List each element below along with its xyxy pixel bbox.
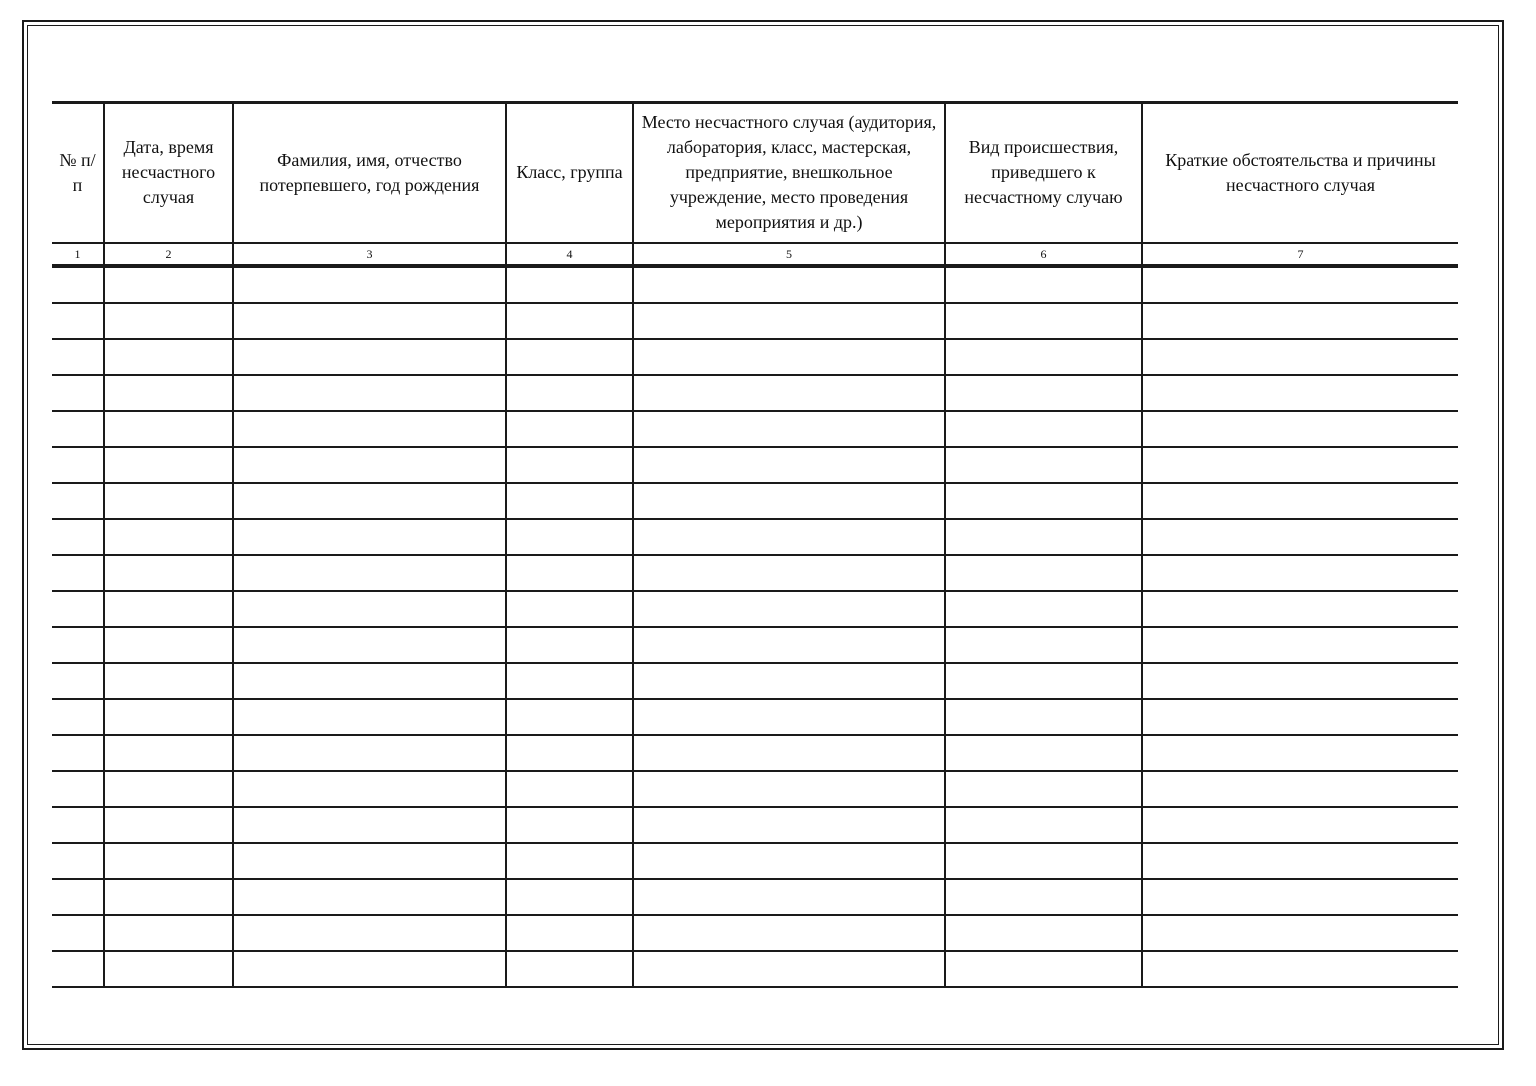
table-row xyxy=(52,483,1458,519)
table-cell[interactable] xyxy=(945,375,1142,411)
table-cell[interactable] xyxy=(945,735,1142,771)
table-row xyxy=(52,771,1458,807)
table-row xyxy=(52,843,1458,879)
table-cell[interactable] xyxy=(233,807,506,843)
table-cell[interactable] xyxy=(633,627,945,663)
table-cell[interactable] xyxy=(506,843,633,879)
table-cell[interactable] xyxy=(506,555,633,591)
header-date-time: Дата, время несчастного случая xyxy=(104,103,233,243)
table-cell[interactable] xyxy=(1142,807,1458,843)
table-row xyxy=(52,663,1458,699)
table-cell[interactable] xyxy=(506,411,633,447)
table-row xyxy=(52,915,1458,951)
table-cell[interactable] xyxy=(506,951,633,987)
table-cell[interactable] xyxy=(52,663,104,699)
table-cell[interactable] xyxy=(233,375,506,411)
table-cell[interactable] xyxy=(104,411,233,447)
table-cell[interactable] xyxy=(233,519,506,555)
table-cell[interactable] xyxy=(104,735,233,771)
table-cell[interactable] xyxy=(506,879,633,915)
table-cell[interactable] xyxy=(633,843,945,879)
table-cell[interactable] xyxy=(633,699,945,735)
table-cell[interactable] xyxy=(52,699,104,735)
table-cell[interactable] xyxy=(104,591,233,627)
table-row xyxy=(52,735,1458,771)
table-cell[interactable] xyxy=(1142,411,1458,447)
table-row xyxy=(52,447,1458,483)
table-cell[interactable] xyxy=(104,771,233,807)
table-cell[interactable] xyxy=(633,519,945,555)
table-row xyxy=(52,266,1458,303)
table-cell[interactable] xyxy=(1142,771,1458,807)
table-cell[interactable] xyxy=(104,555,233,591)
table-cell[interactable] xyxy=(633,663,945,699)
header-number: № п/п xyxy=(52,103,104,243)
table-row xyxy=(52,519,1458,555)
table-cell[interactable] xyxy=(633,771,945,807)
table-cell[interactable] xyxy=(633,447,945,483)
table-cell[interactable] xyxy=(233,266,506,303)
table-cell[interactable] xyxy=(506,303,633,339)
table-cell[interactable] xyxy=(945,447,1142,483)
header-class-group: Класс, группа xyxy=(506,103,633,243)
table-row xyxy=(52,411,1458,447)
table-cell[interactable] xyxy=(233,339,506,375)
table-cell[interactable] xyxy=(945,555,1142,591)
column-number: 6 xyxy=(945,243,1142,266)
table-cell[interactable] xyxy=(506,519,633,555)
table-cell[interactable] xyxy=(506,375,633,411)
table-cell[interactable] xyxy=(52,807,104,843)
table-cell[interactable] xyxy=(233,879,506,915)
table-cell[interactable] xyxy=(945,519,1142,555)
table-cell[interactable] xyxy=(506,483,633,519)
table-cell[interactable] xyxy=(52,843,104,879)
column-number: 3 xyxy=(233,243,506,266)
header-full-name: Фамилия, имя, отчество потерпевшего, год рождения xyxy=(233,103,506,243)
table-row xyxy=(52,375,1458,411)
table-cell[interactable] xyxy=(506,663,633,699)
table-cell[interactable] xyxy=(945,843,1142,879)
table-cell[interactable] xyxy=(633,555,945,591)
table-cell[interactable] xyxy=(633,339,945,375)
table-row xyxy=(52,555,1458,591)
table-cell[interactable] xyxy=(945,879,1142,915)
table-cell[interactable] xyxy=(1142,951,1458,987)
table-cell[interactable] xyxy=(506,915,633,951)
table-cell[interactable] xyxy=(52,915,104,951)
table-cell[interactable] xyxy=(52,375,104,411)
table-cell[interactable] xyxy=(104,447,233,483)
table-cell[interactable] xyxy=(233,771,506,807)
column-number: 4 xyxy=(506,243,633,266)
table-cell[interactable] xyxy=(633,915,945,951)
table-cell[interactable] xyxy=(52,266,104,303)
table-cell[interactable] xyxy=(233,303,506,339)
table-cell[interactable] xyxy=(52,519,104,555)
column-number: 1 xyxy=(52,243,104,266)
table-cell[interactable] xyxy=(52,591,104,627)
table-cell[interactable] xyxy=(52,735,104,771)
table-cell[interactable] xyxy=(945,591,1142,627)
table-cell[interactable] xyxy=(233,699,506,735)
table-cell[interactable] xyxy=(233,411,506,447)
column-number: 7 xyxy=(1142,243,1458,266)
table-cell[interactable] xyxy=(633,735,945,771)
table-cell[interactable] xyxy=(633,266,945,303)
table-cell[interactable] xyxy=(633,303,945,339)
table-cell[interactable] xyxy=(945,771,1142,807)
table-row xyxy=(52,879,1458,915)
table-cell[interactable] xyxy=(1142,627,1458,663)
table-cell[interactable] xyxy=(52,447,104,483)
table-cell[interactable] xyxy=(945,951,1142,987)
table-cell[interactable] xyxy=(633,591,945,627)
header-place: Место несчастного случая (аудитория, лаборатория, класс, мастерская, предприятие, внешкольное учреждение, место проведения мероприятия и др.) xyxy=(633,103,945,243)
table-row xyxy=(52,627,1458,663)
table-cell[interactable] xyxy=(945,266,1142,303)
table-cell[interactable] xyxy=(104,699,233,735)
table-cell[interactable] xyxy=(1142,843,1458,879)
table-cell[interactable] xyxy=(104,375,233,411)
table-cell[interactable] xyxy=(233,663,506,699)
table-cell[interactable] xyxy=(1142,915,1458,951)
table-cell[interactable] xyxy=(506,339,633,375)
table-cell[interactable] xyxy=(945,627,1142,663)
table-cell[interactable] xyxy=(104,627,233,663)
table-cell[interactable] xyxy=(1142,483,1458,519)
table-cell[interactable] xyxy=(506,627,633,663)
table-cell[interactable] xyxy=(52,879,104,915)
table-cell[interactable] xyxy=(104,843,233,879)
column-number: 2 xyxy=(104,243,233,266)
table-cell[interactable] xyxy=(945,915,1142,951)
table-cell[interactable] xyxy=(104,303,233,339)
table-cell[interactable] xyxy=(52,411,104,447)
table-cell[interactable] xyxy=(1142,339,1458,375)
table-cell[interactable] xyxy=(52,951,104,987)
table-cell[interactable] xyxy=(506,591,633,627)
table-row xyxy=(52,951,1458,987)
table-cell[interactable] xyxy=(104,339,233,375)
column-number: 5 xyxy=(633,243,945,266)
table-cell[interactable] xyxy=(52,555,104,591)
table-cell[interactable] xyxy=(633,879,945,915)
table-cell[interactable] xyxy=(1142,519,1458,555)
table-row xyxy=(52,339,1458,375)
table-cell[interactable] xyxy=(1142,303,1458,339)
table-cell[interactable] xyxy=(633,483,945,519)
table-header-row xyxy=(52,103,1458,243)
table-cell[interactable] xyxy=(233,915,506,951)
table-cell[interactable] xyxy=(104,951,233,987)
table-cell[interactable] xyxy=(233,627,506,663)
table-cell[interactable] xyxy=(945,807,1142,843)
table-cell[interactable] xyxy=(104,915,233,951)
table-cell[interactable] xyxy=(633,375,945,411)
table-cell[interactable] xyxy=(233,591,506,627)
accident-journal-table xyxy=(52,101,1458,988)
table-cell[interactable] xyxy=(633,807,945,843)
table-row xyxy=(52,807,1458,843)
table-cell[interactable] xyxy=(52,627,104,663)
table-cell[interactable] xyxy=(233,447,506,483)
table-cell[interactable] xyxy=(233,555,506,591)
table-cell[interactable] xyxy=(104,519,233,555)
table-cell[interactable] xyxy=(633,411,945,447)
table-row xyxy=(52,591,1458,627)
table-cell[interactable] xyxy=(1142,375,1458,411)
table-row xyxy=(52,699,1458,735)
table-cell[interactable] xyxy=(104,879,233,915)
table-cell[interactable] xyxy=(945,411,1142,447)
table-cell[interactable] xyxy=(104,266,233,303)
table-cell[interactable] xyxy=(1142,447,1458,483)
table-cell[interactable] xyxy=(1142,735,1458,771)
table-cell[interactable] xyxy=(233,735,506,771)
table-cell[interactable] xyxy=(506,735,633,771)
table-cell[interactable] xyxy=(506,699,633,735)
table-cell[interactable] xyxy=(1142,879,1458,915)
table-cell[interactable] xyxy=(1142,699,1458,735)
table-body xyxy=(52,266,1458,987)
table-cell[interactable] xyxy=(233,843,506,879)
table-cell[interactable] xyxy=(52,303,104,339)
table-cell[interactable] xyxy=(945,699,1142,735)
table-cell[interactable] xyxy=(506,266,633,303)
table-cell[interactable] xyxy=(104,807,233,843)
table-cell[interactable] xyxy=(1142,591,1458,627)
table-cell[interactable] xyxy=(1142,555,1458,591)
table-cell[interactable] xyxy=(233,483,506,519)
table-cell[interactable] xyxy=(633,951,945,987)
table-cell[interactable] xyxy=(52,771,104,807)
table-cell[interactable] xyxy=(506,771,633,807)
header-circumstances: Краткие обстоятельства и причины несчастного случая xyxy=(1142,103,1458,243)
table-row xyxy=(52,303,1458,339)
table-cell[interactable] xyxy=(1142,663,1458,699)
table-cell[interactable] xyxy=(945,663,1142,699)
table-cell[interactable] xyxy=(945,303,1142,339)
table-cell[interactable] xyxy=(104,663,233,699)
table-cell[interactable] xyxy=(945,483,1142,519)
header-incident-type: Вид происшествия, приведшего к несчастному случаю xyxy=(945,103,1142,243)
table-cell[interactable] xyxy=(52,339,104,375)
table-cell[interactable] xyxy=(506,807,633,843)
table-cell[interactable] xyxy=(945,339,1142,375)
table-cell[interactable] xyxy=(1142,266,1458,303)
table-cell[interactable] xyxy=(104,483,233,519)
table-cell[interactable] xyxy=(233,951,506,987)
column-number-row xyxy=(52,243,1458,266)
table-cell[interactable] xyxy=(52,483,104,519)
table-cell[interactable] xyxy=(506,447,633,483)
